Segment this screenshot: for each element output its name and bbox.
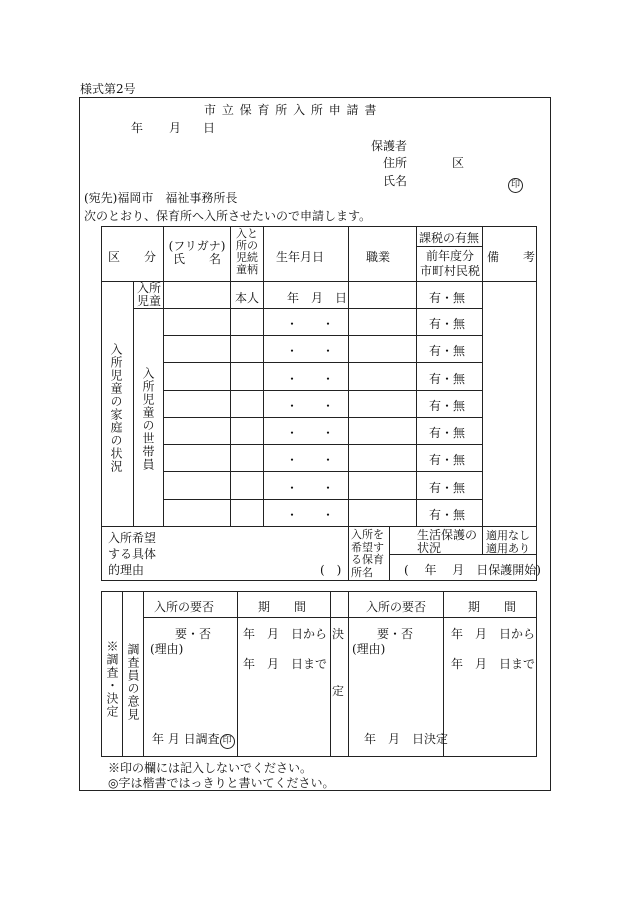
addressee: (宛先)福岡市 福祉事務所長 xyxy=(84,191,238,205)
period-to-right: 年 月 日まで xyxy=(451,657,536,671)
header-name: (フリガナ) 氏 名 xyxy=(168,239,226,266)
header-category: 区 分 xyxy=(108,250,157,264)
reason-paren: ( ) xyxy=(320,563,342,577)
reason-label: 入所希望 する具体 的理由 xyxy=(108,531,157,577)
note-1: ※印の欄には記入しないでください。 xyxy=(108,761,313,775)
child-tax: 有・無 xyxy=(429,291,466,305)
statement: 次のとおり、保育所へ入所させたいので申請します。 xyxy=(84,209,372,223)
guardian-label: 保護者 xyxy=(371,139,408,153)
form-title: 市 立 保 育 所 入 所 申 請 書 xyxy=(204,103,378,117)
reason-paren-left: (理由) xyxy=(150,642,184,656)
welfare-label: 生活保護の 状況 xyxy=(417,528,478,555)
household-row-4-birth: ・ ・ xyxy=(286,399,335,413)
household-row-3-birth: ・ ・ xyxy=(286,372,335,386)
group-family-label: 入所児童の家庭の状況 xyxy=(109,343,123,473)
survey-date xyxy=(152,730,235,749)
group-household-label: 入所児童の世帯員 xyxy=(141,367,155,471)
child-relation: 本人 xyxy=(235,291,260,305)
header-relation: 入と 所の 児続 童柄 xyxy=(236,227,258,276)
header-birthdate: 生年月日 xyxy=(276,250,325,264)
household-row-7-birth: ・ ・ xyxy=(286,481,335,495)
seal-mark: 印 xyxy=(508,178,523,193)
header-remarks: 備 考 xyxy=(487,250,536,264)
need-header-left: 入所の要否 xyxy=(154,600,215,614)
row-child-label: 入所 児童 xyxy=(136,281,161,308)
household-row-2-birth: ・ ・ xyxy=(286,344,335,358)
header-occupation: 職業 xyxy=(366,250,391,264)
ward-label: 区 xyxy=(452,156,465,170)
welfare-options: 適用なし 適用あり xyxy=(486,529,530,555)
decision-date: 年 月 日決定 xyxy=(364,732,449,746)
applicant-seal xyxy=(508,172,523,193)
period-header-right: 期 間 xyxy=(468,600,517,614)
household-row-1-tax: 有・無 xyxy=(429,317,466,331)
date-month: 月 xyxy=(169,121,182,135)
household-row-4-tax: 有・無 xyxy=(429,399,466,413)
welfare-start: ( 年 月 日保護開始) xyxy=(404,563,541,577)
desired-nursery-label: 入所を 希望す る保育 所名 xyxy=(351,528,384,579)
date-day: 日 xyxy=(203,121,216,135)
name-label: 氏名 xyxy=(383,174,408,188)
household-row-5-birth: ・ ・ xyxy=(286,426,335,440)
household-row-5-tax: 有・無 xyxy=(429,426,466,440)
address-label: 住所 xyxy=(383,156,408,170)
note-2: ◎字は楷書ではっきりと書いてください。 xyxy=(108,776,335,790)
period-from-right: 年 月 日から xyxy=(451,627,536,641)
household-row-2-tax: 有・無 xyxy=(429,344,466,358)
header-tax: 課税の有無 xyxy=(419,231,480,245)
need-choice-right: 要・否 xyxy=(377,627,414,641)
need-choice-left: 要・否 xyxy=(175,627,212,641)
household-row-6-tax: 有・無 xyxy=(429,453,466,467)
survey-side-label: ※調査・決定 xyxy=(105,640,119,718)
period-to-left: 年 月 日まで xyxy=(243,657,328,671)
period-header-left: 期 間 xyxy=(258,600,307,614)
household-row-8-tax: 有・無 xyxy=(429,508,466,522)
household-row-7-tax: 有・無 xyxy=(429,481,466,495)
child-birthdate: 年 月 日 xyxy=(287,291,348,305)
survey-seal: 印 xyxy=(220,734,235,749)
household-row-8-birth: ・ ・ xyxy=(286,508,335,522)
household-row-6-birth: ・ ・ xyxy=(286,453,335,467)
form-number: 様式第2号 xyxy=(80,82,136,96)
header-tax-sub: 前年度分 市町村民税 xyxy=(419,249,480,278)
survey-date-text: 年 月 日調査 xyxy=(152,732,220,746)
period-from-left: 年 月 日から xyxy=(243,627,328,641)
household-row-1-birth: ・ ・ xyxy=(286,317,335,331)
need-header-right: 入所の要否 xyxy=(366,600,427,614)
household-row-3-tax: 有・無 xyxy=(429,372,466,386)
decision-label: 決 定 xyxy=(332,627,345,698)
investigator-label: 調査員の意見 xyxy=(126,643,140,721)
reason-paren-right: (理由) xyxy=(352,642,386,656)
date-year: 年 xyxy=(131,121,144,135)
